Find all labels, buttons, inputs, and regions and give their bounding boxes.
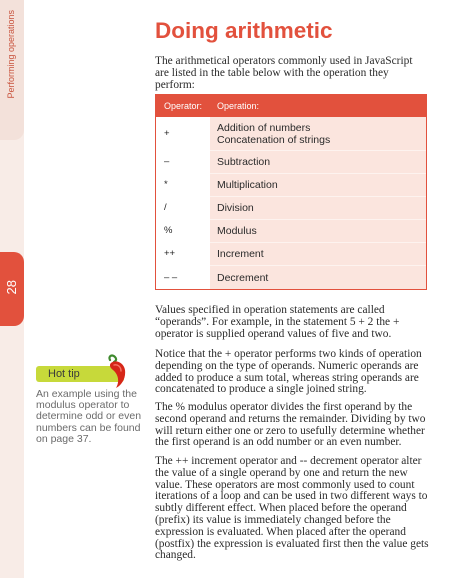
operation-cell — [210, 196, 426, 219]
table-row — [156, 265, 426, 288]
column-header-operation: Operation: — [217, 101, 260, 111]
table-row — [156, 150, 426, 173]
operation-line: Increment — [217, 248, 264, 261]
operation-cell — [210, 219, 426, 242]
table-header — [156, 95, 426, 117]
operator-cell: * — [156, 173, 210, 196]
operation-cell — [210, 173, 426, 196]
operator-cell: – – — [156, 265, 210, 288]
body-paragraph-increment: The ++ increment operator and -- decrement operator alter the value of a single operand by one and return the new value. These operators are most commonly used to count iterations of a loop and can be used in two different ways to subtly different effect. When placed before the operand (prefix) its value is immediately changed before the expression is evaluated. When placed after the operand (postfix) the expression is evaluated first then the value gets changed. — [155, 455, 429, 562]
page-number: 28 — [4, 280, 19, 295]
hot-tip-text: An example using the modulus operator to determine odd or even numbers can be found on page 37. — [36, 388, 142, 445]
operation-line: Modulus — [217, 225, 257, 238]
operation-cell — [210, 242, 426, 265]
table-row — [156, 117, 426, 150]
body-paragraph-operands: Values specified in operation statements are called “operands”. For example, in the statement 5 + 2 the + operator is supplied operand values of five and two. — [155, 304, 400, 340]
body-paragraph-plus-operator: Notice that the + operator performs two kinds of operation depending on the type of operands. Numeric operands are added to produce a sum total, whereas string operands are concatenated to produce a single joined string. — [155, 348, 422, 396]
table-row — [156, 242, 426, 265]
operator-cell: – — [156, 150, 210, 173]
operation-cell — [210, 265, 426, 288]
operator-cell: / — [156, 196, 210, 219]
operation-cell — [210, 117, 426, 150]
page-title: Doing arithmetic — [155, 18, 333, 43]
operation-cell — [210, 150, 426, 173]
operator-cell: ++ — [156, 242, 210, 265]
margin-band — [0, 0, 24, 578]
intro-paragraph: The arithmetical operators commonly used in JavaScript are listed in the table below with the operation they perform: — [155, 55, 413, 91]
operation-line: Addition of numbers — [217, 121, 311, 134]
table-row — [156, 219, 426, 242]
operator-table — [155, 94, 427, 290]
operation-line: Concatenation of strings — [217, 133, 331, 146]
table-row — [156, 173, 426, 196]
section-label: Performing operations — [6, 10, 16, 99]
operation-line: Multiplication — [217, 179, 278, 192]
column-header-operator: Operator: — [164, 101, 203, 111]
operation-line: Decrement — [217, 271, 269, 284]
table-row — [156, 196, 426, 219]
operation-line: Division — [217, 202, 254, 215]
operation-line: Subtraction — [217, 156, 271, 169]
hot-tip-label: Hot tip — [48, 368, 80, 380]
operator-cell: % — [156, 219, 210, 242]
body-paragraph-modulus: The % modulus operator divides the first operand by the second operand and returns the remainder. Dividing by two will return either one or zero to usefully determine whether the first operand is an odd number or an even number. — [155, 401, 426, 449]
operator-cell: + — [156, 117, 210, 150]
chili-pepper-icon — [98, 354, 138, 390]
